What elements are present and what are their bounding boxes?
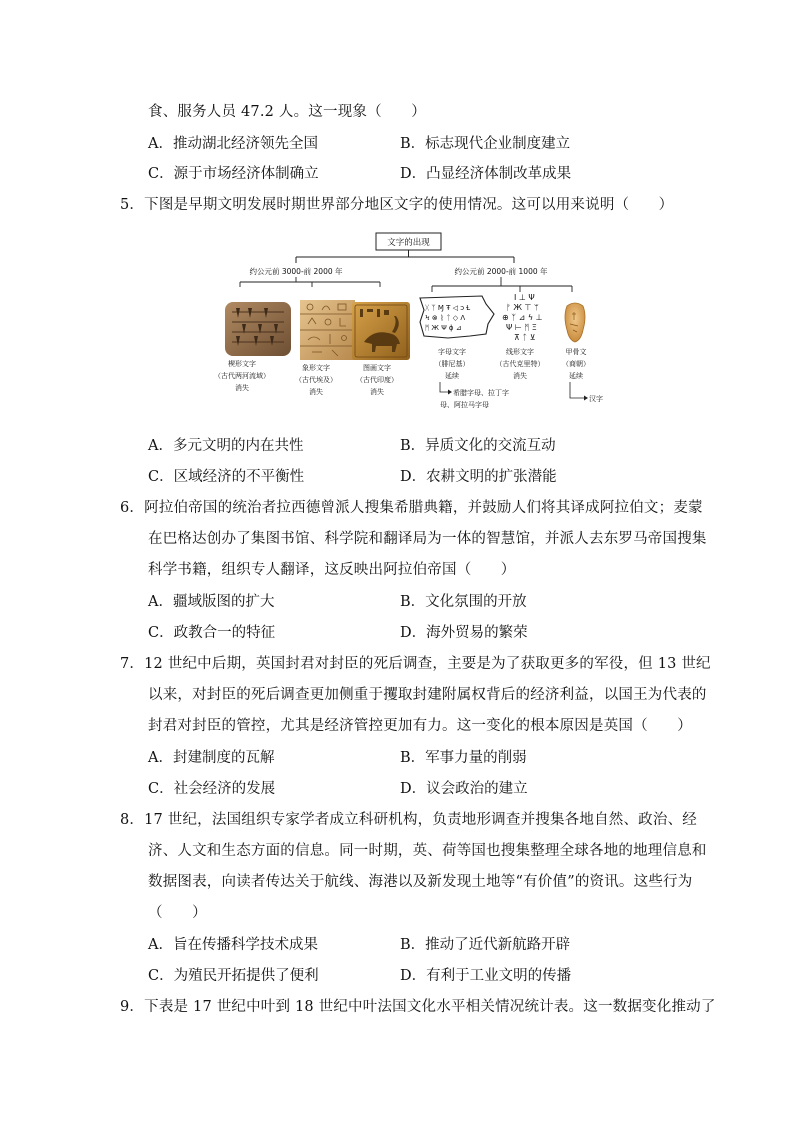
hieroglyph-caption [295,363,337,396]
svg-text:楔形文字: 楔形文字 [228,360,256,368]
root-label: 文字的出现 [387,238,430,248]
svg-text:消失: 消失 [235,384,249,392]
q5-option-b: B．异质文化的交流互动 [400,438,556,454]
q6-option-b: B．文化氛围的开放 [400,594,527,610]
writing-systems-diagram [214,230,614,410]
svg-text:ᛗ Ж Ψ ɸ ⊿: ᛗ Ж Ψ ɸ ⊿ [425,324,462,332]
q5-option-d: D．农耕文明的扩张潜能 [400,469,557,485]
q8-option-c: C．为殖民开拓提供了便利 [148,968,319,984]
q7-stem-line2: 以来，对封臣的死后调查更加侧重于攫取封建附属权背后的经济利益，以国王为代表的 [148,687,707,703]
q6-option-d: D．海外贸易的繁荣 [400,625,528,641]
q4-option-d: D．凸显经济体制改革成果 [400,166,572,182]
svg-text:字母文字: 字母文字 [438,348,466,356]
q7-stem-line3: 封君对封臣的管控，尤其是经济管控更加有力。这一变化的根本原因是英国（ ） [148,718,692,734]
svg-text:⊼ ᛏ ⊻: ⊼ ᛏ ⊻ [514,333,536,342]
q4-option-c: C．源于市场经济体制确立 [148,166,319,182]
q8-stem-line3: 数据图表，向读者传达关于航线、海港以及新发现土地等“有价值”的资讯。这些行为 [148,874,693,890]
phoenician-inscription-image [420,296,494,338]
q6-stem-line2: 在巴格达创办了集图书馆、科学院和翻译局为一体的智慧馆，并派人去东罗马帝国搜集 [148,531,707,547]
svg-text:象形文字: 象形文字 [302,364,330,372]
svg-text:Ϟ ⊗ ᚱ ᛏ ◇ Ʌ: Ϟ ⊗ ᚱ ᛏ ◇ Ʌ [425,314,466,322]
cuneiform-tablet-image [225,302,291,356]
q9-stem-line1: 9．下表是 17 世纪中叶到 18 世纪中叶法国文化水平相关情况统计表。这一数据变化推动了 [120,999,716,1015]
q6-option-c: C．政教合一的特征 [148,625,276,641]
svg-text:延续: 延续 [445,372,459,380]
q7-option-a: A．封建制度的瓦解 [148,750,275,766]
svg-text:（古代印度）: （古代印度） [356,376,398,384]
svg-text:（古代克里特）: （古代克里特） [495,360,545,368]
oracle-bone-caption [562,347,590,380]
linear-script-image [502,293,543,342]
hieroglyph-image [300,300,355,360]
q8-option-b: B．推动了近代新航路开辟 [400,937,571,953]
q8-stem-line2: 济、人文和生态方面的信息。同一时期，英、荷等国也搜集整理全球各地的地理信息和 [148,843,707,859]
q5-option-a: A．多元文明的内在共性 [148,438,304,454]
svg-text:甲骨文: 甲骨文 [565,348,587,356]
svg-text:⊕ ᛉ ⊿ ϟ ⊥: ⊕ ᛉ ⊿ ϟ ⊥ [502,313,543,322]
q7-option-c: C．社会经济的发展 [148,781,276,797]
alphabet-outcome-line1: 希腊字母、拉丁字 [453,389,509,397]
svg-text:延续: 延续 [569,372,583,380]
right-period-label: 约公元前 2000-前 1000 年 [454,267,548,276]
q8-option-a: A．旨在传播科学技术成果 [148,937,318,953]
phoenician-caption [435,347,470,380]
linear-script-caption [496,347,545,380]
left-period-label: 约公元前 3000-前 2000 年 [249,267,343,276]
svg-text:线形文字: 线形文字 [506,348,534,356]
svg-text:消失: 消失 [370,388,384,396]
q4-option-b: B．标志现代企业制度建立 [400,136,571,152]
svg-text:Ⅰ ⊥ Ψ: Ⅰ ⊥ Ψ [514,293,535,302]
q8-stem-line4: （ ） [148,905,207,921]
q6-stem-line1: 6．阿拉伯帝国的统治者拉西德曾派人搜集希腊典籍，并鼓励人们将其译成阿拉伯文；麦蒙 [120,500,703,516]
cuneiform-caption [214,359,270,392]
q7-stem-line1: 7．12 世纪中后期，英国封君对封臣的死后调查，主要是为了获取更多的军役，但 13 世纪 [120,656,711,672]
svg-text:ᚠ Ж ⊤ ᛘ: ᚠ Ж ⊤ ᛘ [506,303,539,312]
indus-seal-image [352,302,410,360]
indus-caption [356,363,398,396]
svg-text:ᚷ ᛉ Ɱ Ŧ ◁ ↄ Ɫ: ᚷ ᛉ Ɱ Ŧ ◁ ↄ Ɫ [425,304,471,312]
q7-option-d: D．议会政治的建立 [400,781,528,797]
svg-text:（古代两河流域）: （古代两河流域） [214,372,270,380]
svg-text:（古代埃及）: （古代埃及） [295,376,337,384]
q8-option-d: D．有利于工业文明的传播 [400,968,572,984]
q8-stem-line1: 8．17 世纪，法国组织专家学者成立科研机构，负责地形调查并搜集各地自然、政治、经 [120,812,697,828]
alphabet-outcome-line2: 母、阿拉马字母 [440,401,489,409]
oracle-bone-image [565,303,585,342]
svg-text:Ψ ⊢ ᛗ Ξ: Ψ ⊢ ᛗ Ξ [506,323,537,332]
q4-stem-tail: 食、服务人员 47.2 人。这一现象（ ） [148,104,426,120]
q4-option-a: A．推动湖北经济领先全国 [148,136,318,152]
svg-text:消失: 消失 [513,372,527,380]
svg-text:图画文字: 图画文字 [363,364,391,372]
q6-option-a: A．疆域版图的扩大 [148,594,275,610]
q5-option-c: C．区域经济的不平衡性 [148,469,305,485]
svg-text:（腓尼基）: （腓尼基） [434,360,470,368]
svg-text:消失: 消失 [309,388,323,396]
oracle-outcome: 汉字 [589,395,603,403]
q7-option-b: B．军事力量的削弱 [400,750,527,766]
svg-text:（商朝）: （商朝） [562,360,590,368]
q6-stem-line3: 科学书籍，组织专人翻译，这反映出阿拉伯帝国（ ） [148,562,516,578]
q5-stem: 5．下图是早期文明发展时期世界部分地区文字的使用情况。这可以用来说明（ ） [120,197,674,213]
